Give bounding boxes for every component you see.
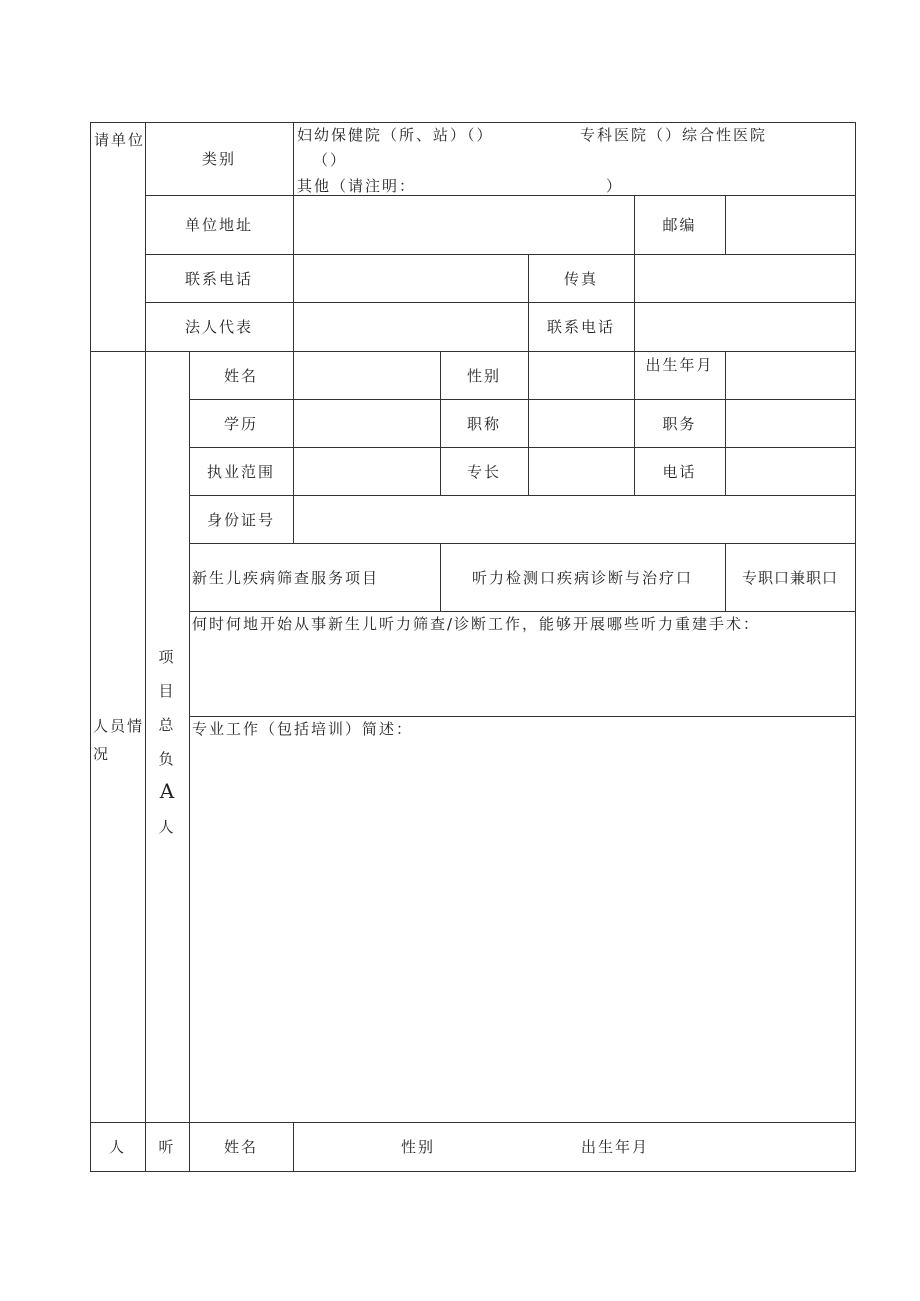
work-summary-label: 专业工作（包括培训）简述： [192,720,414,738]
leader-char-5: A [159,779,175,803]
work-type-options[interactable]: 专职口兼职口 [741,569,838,587]
bottom-birth-label: 出生年月 [581,1138,650,1156]
title-field[interactable] [529,400,634,447]
bottom-row-col2: 听 [158,1138,176,1156]
unit-phone-field[interactable] [294,255,528,302]
leader-char-2: 目 [158,682,176,700]
unit-phone-label: 联系电话 [184,270,253,288]
fax-label: 传真 [563,270,598,288]
education-label: 学历 [223,415,258,433]
category-option-other[interactable]: 其他（请注明： [297,177,417,195]
title-label: 职称 [466,415,501,433]
name-field[interactable] [294,352,440,399]
leader-char-3: 总 [158,716,176,734]
education-field[interactable] [294,400,440,447]
practice-scope-label: 执业范围 [206,463,275,481]
person-phone-label: 电话 [662,463,697,481]
question-start-answer[interactable] [190,636,855,716]
gender-field[interactable] [529,352,634,399]
leader-char-1: 项 [158,648,176,666]
leader-char-4: 负 [158,750,176,768]
postcode-field[interactable] [726,196,855,254]
specialty-label: 专长 [466,463,501,481]
leader-char-6: 人 [158,818,176,836]
legal-rep-phone-field[interactable] [635,303,855,351]
legal-rep-field[interactable] [294,303,528,351]
category-label: 类别 [201,150,236,168]
address-label: 单位地址 [184,216,253,234]
bottom-gender-label: 性别 [401,1138,436,1156]
specialty-field[interactable] [529,448,634,495]
id-number-label: 身份证号 [206,511,275,529]
practice-scope-field[interactable] [294,448,440,495]
service-project-label: 新生儿疾病筛查服务项目 [192,569,380,587]
legal-rep-label: 法人代表 [184,318,253,336]
gender-label: 性别 [466,367,501,385]
id-number-field[interactable] [294,496,855,543]
question-start-work: 何时何地开始从事新生儿听力筛查/诊断工作，能够开展哪些听力重建手术： [192,615,761,633]
position-label: 职务 [662,415,697,433]
person-phone-field[interactable] [726,448,855,495]
personnel-section-label: 人员情 [93,717,145,735]
category-option-specialty[interactable]: 专科医院（）综合性医院 [580,126,768,144]
category-option-general-check[interactable]: （） [313,151,348,169]
work-summary-answer[interactable] [190,742,855,1122]
unit-section-label: 请单位 [94,131,146,149]
personnel-section-label-cont: 况 [93,745,111,763]
fax-field[interactable] [635,255,855,302]
address-field[interactable] [294,196,634,254]
birth-field[interactable] [726,352,855,399]
postcode-label: 邮编 [662,216,697,234]
position-field[interactable] [726,400,855,447]
legal-rep-phone-label: 联系电话 [546,318,615,336]
category-other-close: ） [606,177,624,195]
service-options[interactable]: 听力检测口疾病诊断与治疗口 [471,569,693,587]
category-option-maternal[interactable]: 妇幼保健院（所、站）（） [297,126,494,144]
bottom-name-label: 姓名 [223,1138,258,1156]
name-label: 姓名 [223,367,258,385]
bottom-row-col1: 人 [108,1138,126,1156]
birth-label: 出生年月 [645,356,714,374]
